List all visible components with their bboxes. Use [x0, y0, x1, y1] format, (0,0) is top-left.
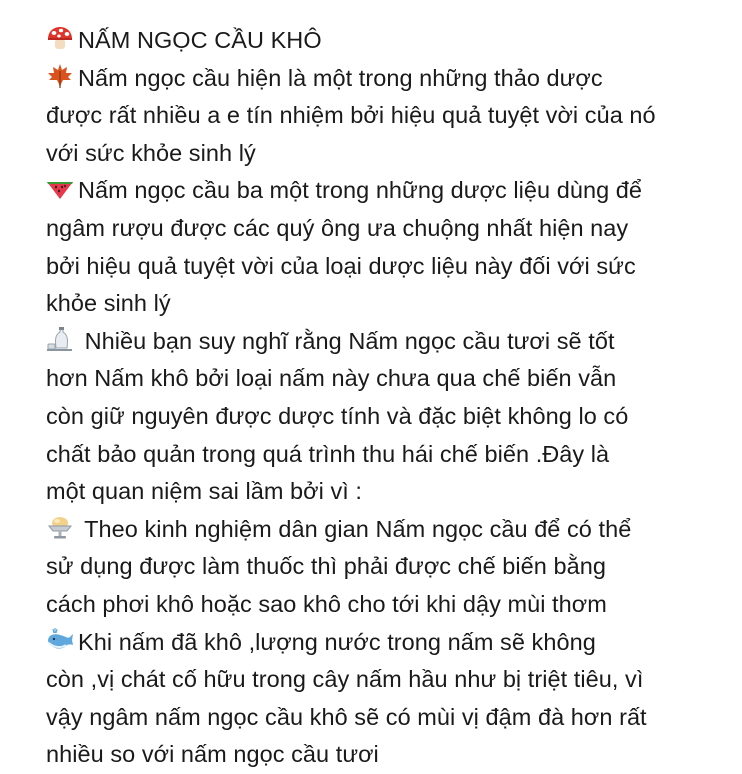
paragraph-1-line-1: Nấm ngọc cầu hiện là một trong những thảo dược: [78, 64, 603, 91]
whale-icon: [46, 627, 74, 653]
paragraph-5-line-1: Khi nấm đã khô ,lượng nước trong nấm sẽ không: [78, 628, 596, 655]
paragraph-1-line-2: được rất nhiều a e tín nhiệm bởi hiệu quả tuyệt vời của nó: [46, 102, 656, 129]
paragraph-3: [46, 323, 726, 511]
watermelon-icon: [46, 175, 74, 201]
paragraph-2-line-4: khỏe sinh lý: [46, 290, 171, 317]
ice-cream-icon: [46, 514, 74, 540]
post-body: [46, 22, 726, 774]
paragraph-2-line-1: Nấm ngọc cầu ba một trong những dược liệu dùng để: [78, 177, 643, 204]
paragraph-5: [46, 624, 726, 774]
paragraph-5-line-4: nhiều so với nấm ngọc cầu tươi: [46, 741, 379, 768]
post-title: [46, 22, 726, 60]
paragraph-1: [46, 60, 726, 173]
paragraph-4: [46, 511, 726, 624]
paragraph-5-line-3: vậy ngâm nấm ngọc cầu khô sẽ có mùi vị đậm đà hơn rất: [46, 703, 647, 730]
paragraph-2-line-3: bởi hiệu quả tuyệt vời của loại dược liệu này đối với sức: [46, 252, 636, 279]
paragraph-2-line-2: ngâm rượu được các quý ông ưa chuộng nhất hiện nay: [46, 214, 629, 241]
mushroom-icon: [46, 25, 74, 51]
post-title-text: NẤM NGỌC CẦU KHÔ: [78, 27, 322, 53]
paragraph-3-line-4: chất bảo quản trong quá trình thu hái chế biến .Đây là: [46, 440, 610, 467]
paragraph-2: [46, 172, 726, 322]
paragraph-4-line-3: cách phơi khô hoặc sao khô cho tới khi dậy mùi thơm: [46, 590, 607, 617]
paragraph-3-line-2: hơn Nấm khô bởi loại nấm này chưa qua chế biến vẫn: [46, 365, 617, 392]
paragraph-3-line-3: còn giữ nguyên được dược tính và đặc biệt không lo có: [46, 402, 629, 429]
paragraph-3-line-1: Nhiều bạn suy nghĩ rằng Nấm ngọc cầu tươi sẽ tốt: [78, 327, 615, 354]
paragraph-3-line-5: một quan niệm sai lầm bởi vì :: [46, 478, 363, 505]
paragraph-4-line-1: Theo kinh nghiệm dân gian Nấm ngọc cầu để có thể: [78, 515, 632, 542]
paragraph-5-line-2: còn ,vị chát cố hữu trong cây nấm hầu như bị triệt tiêu, vì: [46, 666, 644, 693]
paragraph-4-line-2: sử dụng được làm thuốc thì phải được chế biến bằng: [46, 553, 606, 580]
maple-leaf-icon: [46, 63, 74, 89]
paragraph-1-line-3: với sức khỏe sinh lý: [46, 139, 256, 166]
sake-icon: [46, 326, 74, 352]
